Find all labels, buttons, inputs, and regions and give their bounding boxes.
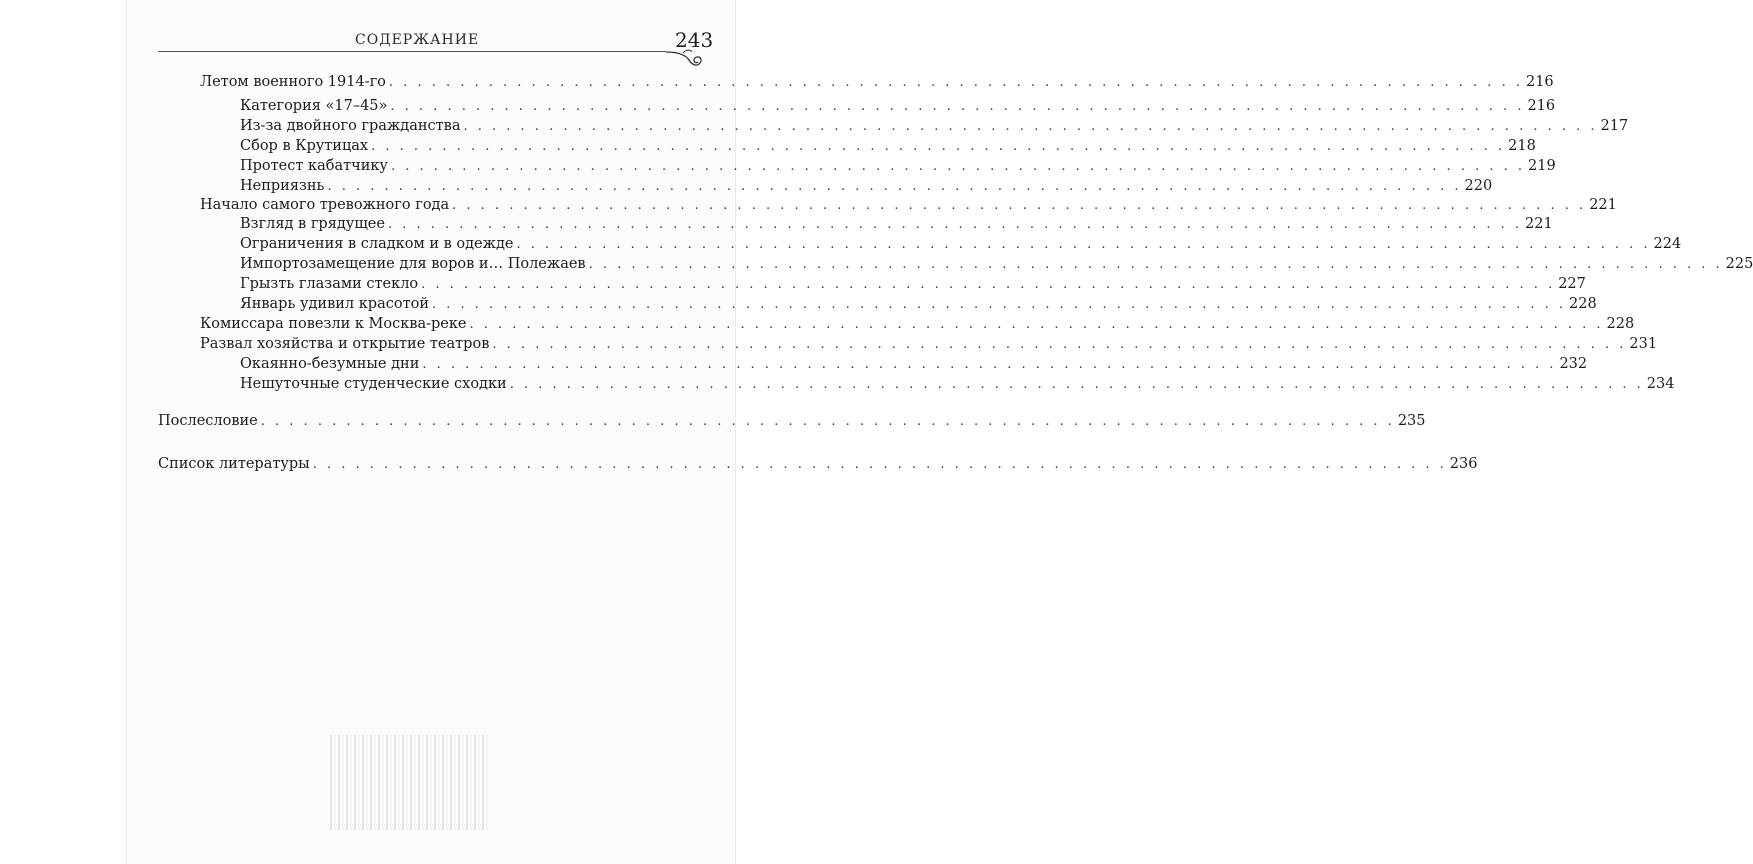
- toc-entry: [240, 296, 1597, 316]
- toc-entry-title: Из-за двойного гражданства: [240, 118, 461, 134]
- dot-leader: . . . . . . . . . . . . . . . . . . . . . . . . . . . . . . . . . . . . . . . . . . . . . . . . . . . . . . . . . . . . . . . . . . . . . . . . . . . . . . . .: [432, 297, 1567, 312]
- toc-entry: [200, 316, 1635, 336]
- toc-entry-page: 225: [1725, 256, 1753, 272]
- toc-entry-page: 231: [1629, 336, 1658, 352]
- toc-entry-title: Грызть глазами стекло: [240, 276, 419, 292]
- toc-entry: [240, 178, 1493, 198]
- toc-entry-page: 219: [1528, 158, 1556, 174]
- toc-entry: [158, 413, 1426, 433]
- header-rule: [158, 51, 666, 52]
- scroll-flourish-icon: [663, 44, 705, 74]
- toc-entry-title: Послесловие: [158, 413, 258, 429]
- toc-entry-title: Начало самого тревожного года: [200, 197, 450, 213]
- toc-entry: [200, 74, 1554, 94]
- toc-entry: [200, 197, 1617, 217]
- toc-entry: [240, 376, 1675, 396]
- toc-entry-page: 232: [1559, 356, 1588, 372]
- toc-entry-page: 224: [1653, 236, 1682, 252]
- toc-entry-page: 228: [1569, 296, 1597, 312]
- toc-entry-title: Летом военного 1914-го: [200, 74, 386, 90]
- toc-entry-page: 218: [1508, 138, 1536, 154]
- toc-entry: [240, 236, 1682, 256]
- toc-entry: [158, 456, 1478, 476]
- dot-leader: . . . . . . . . . . . . . . . . . . . . . . . . . . . . . . . . . . . . . . . . . . . . . . . . . . . . . . . . . . . . . . . . . . . . . . . . . . . . . . . .: [312, 457, 1447, 472]
- toc-entry-page: 236: [1449, 456, 1478, 472]
- toc-entry-page: 221: [1525, 216, 1553, 232]
- page-number: 243: [675, 28, 714, 52]
- toc-entry: [240, 98, 1556, 118]
- bleed-through-barcode: [330, 735, 490, 830]
- dot-leader: . . . . . . . . . . . . . . . . . . . . . . . . . . . . . . . . . . . . . . . . . . . . . . . . . . . . . . . . . . . . . . . . . . . . . . . . . . . . . . . .: [452, 198, 1587, 213]
- toc-entry-title: Взгляд в грядущее: [240, 216, 385, 232]
- toc-entry: [240, 158, 1556, 178]
- toc-entry-page: 216: [1527, 98, 1556, 114]
- dot-leader: . . . . . . . . . . . . . . . . . . . . . . . . . . . . . . . . . . . . . . . . . . . . . . . . . . . . . . . . . . . . . . . . . . . . . . . . . . . . . . . .: [388, 75, 1523, 90]
- toc-entry: [240, 276, 1586, 296]
- toc-entry: [240, 356, 1588, 376]
- toc-entry-page: 227: [1558, 276, 1586, 292]
- toc-entry-title: Окаянно-безумные дни: [240, 356, 420, 372]
- toc-entry-page: 234: [1646, 376, 1675, 392]
- toc-entry-page: 228: [1606, 316, 1635, 332]
- toc-entry: [240, 118, 1629, 138]
- toc-entry: [200, 336, 1658, 356]
- dot-leader: . . . . . . . . . . . . . . . . . . . . . . . . . . . . . . . . . . . . . . . . . . . . . . . . . . . . . . . . . . . . . . . . . . . . . . . . . . . . . . . .: [463, 119, 1598, 134]
- toc-entry-title: Импортозамещение для воров и… Полежаев: [240, 256, 586, 272]
- toc-entry-page: 220: [1464, 178, 1493, 194]
- dot-leader: . . . . . . . . . . . . . . . . . . . . . . . . . . . . . . . . . . . . . . . . . . . . . . . . . . . . . . . . . . . . . . . . . . . . . . . . . . . . . . . .: [260, 414, 1395, 429]
- dot-leader: . . . . . . . . . . . . . . . . . . . . . . . . . . . . . . . . . . . . . . . . . . . . . . . . . . . . . . . . . . . . . . . . . . . . . . . . . . . . . . . .: [469, 317, 1604, 332]
- dot-leader: . . . . . . . . . . . . . . . . . . . . . . . . . . . . . . . . . . . . . . . . . . . . . . . . . . . . . . . . . . . . . . . . . . . . . . . . . . . . . . . .: [390, 99, 1525, 114]
- toc-entry: [240, 256, 1753, 276]
- dot-leader: . . . . . . . . . . . . . . . . . . . . . . . . . . . . . . . . . . . . . . . . . . . . . . . . . . . . . . . . . . . . . . . . . . . . . . . . . . . . . . . .: [390, 159, 1526, 174]
- dot-leader: . . . . . . . . . . . . . . . . . . . . . . . . . . . . . . . . . . . . . . . . . . . . . . . . . . . . . . . . . . . . . . . . . . . . . . . . . . . . . . . .: [509, 377, 1644, 392]
- toc-entry-page: 235: [1397, 413, 1426, 429]
- toc-entry-page: 221: [1589, 197, 1617, 213]
- dot-leader: . . . . . . . . . . . . . . . . . . . . . . . . . . . . . . . . . . . . . . . . . . . . . . . . . . . . . . . . . . . . . . . . . . . . . . . . . . . . . . . .: [492, 337, 1627, 352]
- toc-entry: [240, 138, 1536, 158]
- dot-leader: . . . . . . . . . . . . . . . . . . . . . . . . . . . . . . . . . . . . . . . . . . . . . . . . . . . . . . . . . . . . . . . . . . . . . . . . . . . . . . . .: [422, 357, 1557, 372]
- dot-leader: . . . . . . . . . . . . . . . . . . . . . . . . . . . . . . . . . . . . . . . . . . . . . . . . . . . . . . . . . . . . . . . . . . . . . . . . . . . . . . . .: [516, 237, 1651, 252]
- dot-leader: . . . . . . . . . . . . . . . . . . . . . . . . . . . . . . . . . . . . . . . . . . . . . . . . . . . . . . . . . . . . . . . . . . . . . . . . . . . . . . . .: [387, 217, 1523, 232]
- toc-entry-title: Развал хозяйства и открытие театров: [200, 336, 490, 352]
- toc-entry-title: Январь удивил красотой: [240, 296, 429, 312]
- toc-entry: [240, 216, 1553, 236]
- dot-leader: . . . . . . . . . . . . . . . . . . . . . . . . . . . . . . . . . . . . . . . . . . . . . . . . . . . . . . . . . . . . . . . . . . . . . . . . . . . . . . . .: [588, 257, 1723, 272]
- dot-leader: . . . . . . . . . . . . . . . . . . . . . . . . . . . . . . . . . . . . . . . . . . . . . . . . . . . . . . . . . . . . . . . . . . . . . . . . . . . . . . . .: [371, 139, 1506, 154]
- toc-entry-title: Нешуточные студенческие сходки: [240, 376, 507, 392]
- dot-leader: . . . . . . . . . . . . . . . . . . . . . . . . . . . . . . . . . . . . . . . . . . . . . . . . . . . . . . . . . . . . . . . . . . . . . . . . . . . . . . . .: [421, 277, 1556, 292]
- toc-entry-title: Список литературы: [158, 456, 310, 472]
- toc-entry-title: Комиссара повезли к Москва-реке: [200, 316, 467, 332]
- toc-entry-page: 216: [1525, 74, 1554, 90]
- toc-entry-title: Ограничения в сладком и в одежде: [240, 236, 514, 252]
- toc-entry-title: Протест кабатчику: [240, 158, 388, 174]
- toc-entry-title: Неприязнь: [240, 178, 325, 194]
- toc-entry-title: Категория «17–45»: [240, 98, 388, 114]
- dot-leader: . . . . . . . . . . . . . . . . . . . . . . . . . . . . . . . . . . . . . . . . . . . . . . . . . . . . . . . . . . . . . . . . . . . . . . . . . . . . . . . .: [327, 179, 1462, 194]
- toc-entry-page: 217: [1600, 118, 1629, 134]
- running-title: СОДЕРЖАНИЕ: [355, 32, 480, 48]
- toc-entry-title: Сбор в Крутицах: [240, 138, 369, 154]
